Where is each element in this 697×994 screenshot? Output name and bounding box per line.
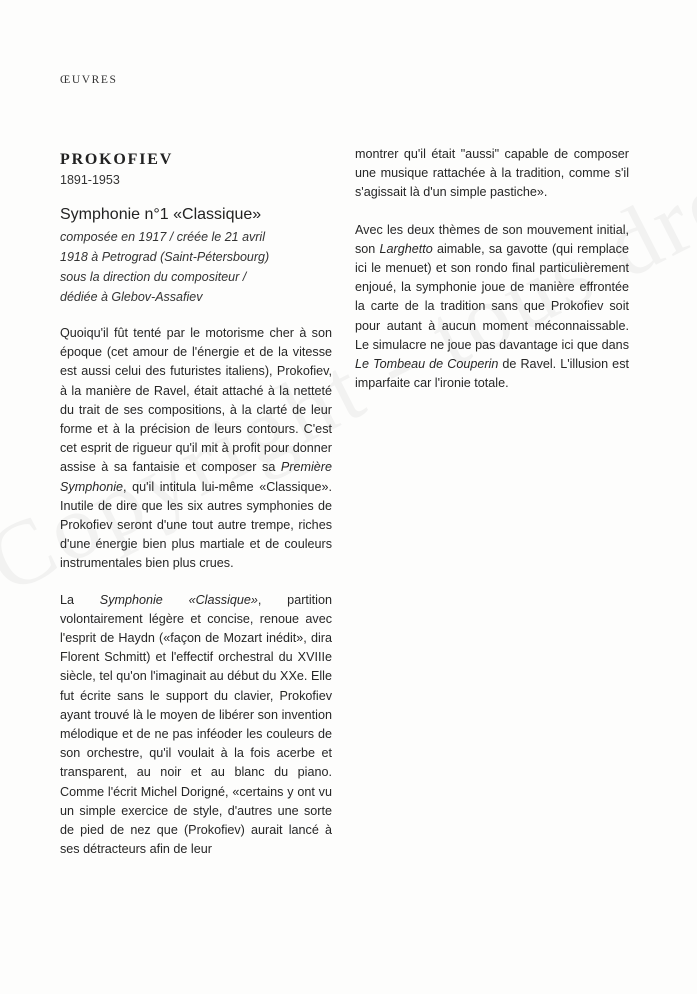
- work-detail: [60, 227, 332, 307]
- composer-name: PROKOFIEV: [60, 151, 174, 168]
- italic-title: Symphonie «Classique»: [99, 592, 258, 607]
- work-detail-line: sous la direction du compositeur /: [60, 270, 247, 284]
- paragraph-4: [355, 221, 629, 394]
- work-detail-line: composée en 1917 / créée le 21 avril: [60, 230, 265, 244]
- text-run: , qu'il intitula lui-même «Classique». Inutile de dire que les six autres symphonies de Prokofiev seront d'une tout autre trempe, riches d'une énergie bien plus martiale et de couleurs instrumentales bien plus crues.: [60, 479, 332, 571]
- work-detail-line: 1918 à Petrograd (Saint-Pétersbourg): [60, 250, 270, 264]
- paragraph-3: montrer qu'il était "aussi" capable de composer une musique rattachée à la tradition, comme s'il s'agissait là d'un simple pastiche».: [355, 147, 629, 200]
- italic-title: Première Symphonie: [60, 460, 332, 494]
- work-detail-line: dédiée à Glebov-Assafiev: [60, 290, 203, 304]
- text-run: La: [60, 592, 100, 607]
- section-label: ŒUVRES: [60, 74, 118, 86]
- italic-title: Le Tombeau de Couperin: [355, 357, 499, 372]
- composer-dates: 1891-1953: [60, 173, 120, 187]
- text-run: Quoiqu'il fût tenté par le motorisme cher à son époque (cet amour de l'énergie et de la vitesse est aussi celui des futuristes italiens), Prokofiev, à la manière de Ravel, était attaché à la netteté du trait de ses compositions, à la clarté de leur forme et à la précision de leurs contours. C'est cet esprit de rigueur qu'il mit à profit pour donner assise à sa fantaisie et composer sa: [60, 326, 332, 475]
- text-run: de Ravel. L'illusion est imparfaite car l'ironie totale.: [355, 357, 629, 391]
- text-run: Avec les deux thèmes de son mouvement initial, son: [355, 222, 629, 256]
- right-column: [355, 145, 629, 393]
- paragraph-2: [60, 591, 332, 860]
- text-run: aimable, sa gavotte (qui remplace ici le menuet) et son rondo final particulièrement enjoué, la symphonie joue de manière effrontée la carte de la tradition sans que Prokofiev soit pour autant à aucun moment méconnaissable. Le simulacre ne joue pas davantage ici que dans: [355, 241, 629, 352]
- left-column: [60, 150, 332, 859]
- text-run: , partition volontairement légère et concise, renoue avec l'esprit de Haydn («façon de Mozart inédit», dira Florent Schmitt) et l'effectif orchestral du XVIIIe siècle, tel qu'on l'imaginait au début du XXe. Elle fut écrite sans le support du clavier, Prokofiev ayant trouvé là le moyen de libérer son invention mélodique et de ne pas inféoder les couleurs de son orchestre, qu'il voulait à la fois acerbe et transparent, au noir et au blanc du piano. Comme l'écrit Michel Dorigné, «certains y ont vu un simple exercice de style, d'autres une sorte de pied de nez que (Prokofiev) aurait lancé à ses détracteurs afin de leur: [60, 592, 332, 857]
- italic-title: Larghetto: [379, 241, 433, 256]
- paragraph-1: [60, 324, 332, 574]
- work-title: Symphonie n°1 «Classique»: [60, 206, 262, 223]
